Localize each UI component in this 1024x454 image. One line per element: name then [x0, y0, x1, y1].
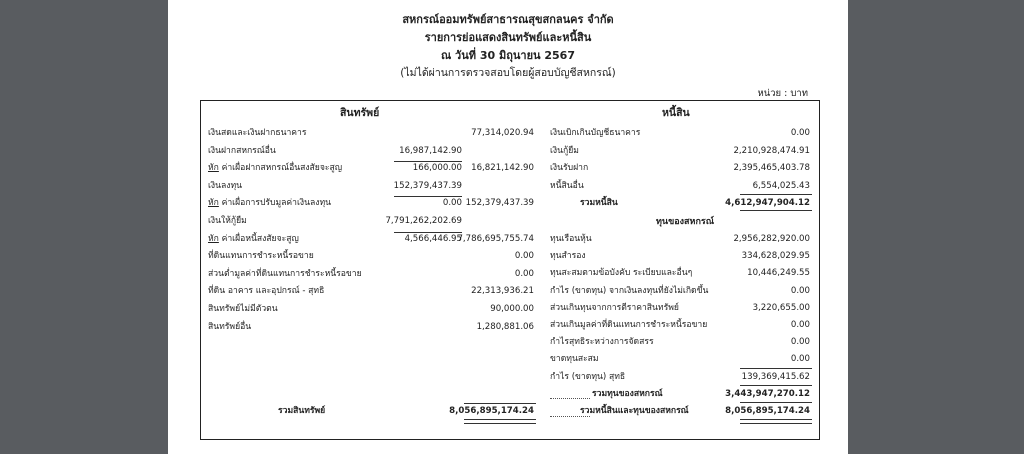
equity-row-label: ทุนสะสมตามข้อบังคับ ระเบียบและอื่นๆ	[550, 268, 693, 278]
asset-value: 90,000.00	[490, 304, 534, 314]
equity-row-value: 0.00	[790, 337, 810, 347]
viewer-background-left	[0, 0, 168, 454]
equity-row-label: ขาดทุนสะสม	[550, 354, 599, 364]
asset-row-label	[208, 216, 247, 227]
asset-row-label	[208, 269, 362, 280]
asset-label-text: เงินสดและเงินฝากธนาคาร	[208, 128, 307, 138]
deduct-prefix: หัก	[208, 234, 219, 244]
asset-value: 152,379,437.39	[465, 198, 534, 208]
unit-label: หน่วย : บาท	[757, 88, 808, 99]
equity-row-label: กำไร (ขาดทุน) สุทธิ	[550, 372, 626, 382]
liabilities-row-label: เงินเบิกเกินบัญชีธนาคาร	[550, 128, 641, 138]
equity-row-value: 0.00	[790, 320, 810, 330]
equity-row-label: ทุนเรือนหุ้น	[550, 234, 592, 244]
asset-row-label	[208, 198, 331, 209]
asset-value: 22,313,936.21	[471, 286, 534, 296]
grand-total-label: รวมหนี้สินและทุนของสหกรณ์	[580, 406, 689, 416]
equity-row-label: ส่วนเกินมูลค่าที่ดินแทนการชำระหนี้รอขาย	[550, 320, 708, 330]
assets-heading: สินทรัพย์	[340, 107, 380, 119]
asset-value: 0.00	[514, 251, 534, 261]
report-note: (ไม่ได้ผ่านการตรวจสอบโดยผู้สอบบัญชีสหกรณ์)	[400, 67, 616, 79]
asset-value: 0.00	[514, 269, 534, 279]
asset-row-label	[208, 251, 314, 262]
equity-total-label: รวมทุนของสหกรณ์	[592, 389, 663, 399]
report-title: รายการย่อแสดงสินทรัพย์และหนี้สิน	[424, 31, 592, 44]
asset-value: 1,280,881.06	[476, 322, 534, 332]
deduct-prefix: หัก	[208, 163, 219, 173]
asset-label-text: เงินลงทุน	[208, 181, 243, 191]
grand-total-topline	[740, 402, 812, 403]
asset-subvalue: 152,379,437.39	[393, 181, 462, 191]
liabilities-row-value: 6,554,025.43	[752, 181, 810, 191]
equity-row-value: 2,956,282,920.00	[733, 234, 810, 244]
liabilities-total-topline	[740, 194, 812, 195]
equity-row-value: 334,628,029.95	[741, 251, 810, 261]
equity-heading: ทุนของสหกรณ์	[656, 217, 715, 227]
asset-row-label	[208, 322, 251, 333]
viewer-background-right	[848, 0, 1024, 454]
asset-subvalue: 7,791,262,202.69	[385, 216, 462, 226]
equity-row-label: กำไร (ขาดทุน) จากเงินลงทุนที่ยังไม่เกิดขึ้น	[550, 286, 709, 296]
equity-row-value: 3,220,655.00	[752, 303, 810, 313]
asset-label-text: สินทรัพย์ไม่มีตัวตน	[208, 304, 278, 314]
asset-subvalue: 0.00	[442, 198, 462, 208]
liabilities-total-value: 4,612,947,904.12	[725, 198, 810, 208]
assets-total-label: รวมสินทรัพย์	[278, 406, 326, 416]
liabilities-row-label: เงินกู้ยืม	[550, 146, 579, 156]
equity-total-dots	[550, 398, 590, 399]
document-page	[168, 0, 848, 454]
equity-row-value: 10,446,249.55	[747, 268, 810, 278]
asset-value: 77,314,020.94	[471, 128, 534, 138]
assets-total-topline	[464, 403, 536, 404]
deduct-prefix: หัก	[208, 198, 219, 208]
subtotal-line	[394, 196, 462, 197]
asset-label-text: ที่ดิน อาคาร และอุปกรณ์ - สุทธิ	[208, 286, 325, 296]
equity-net-topline	[740, 368, 812, 369]
equity-total-topline	[740, 385, 812, 386]
asset-subvalue: 16,987,142.90	[399, 146, 462, 156]
asset-label-text: ค่าเผื่อฝากสหกรณ์อื่นสงสัยจะสูญ	[218, 163, 343, 173]
subtotal-line	[394, 161, 462, 162]
asset-value: 7,786,695,755.74	[457, 234, 534, 244]
asset-label-text: ค่าเผื่อการปรับมูลค่าเงินลงทุน	[218, 198, 332, 208]
liabilities-row-value: 0.00	[790, 128, 810, 138]
liabilities-total-label: รวมหนี้สิน	[580, 198, 618, 208]
assets-total-doubleline	[464, 419, 536, 424]
assets-total-value: 8,056,895,174.24	[449, 406, 534, 416]
asset-label-text: ส่วนต่ำมูลค่าที่ดินแทนการชำระหนี้รอขาย	[208, 269, 362, 279]
asset-row-label	[208, 163, 342, 174]
asset-label-text: เงินฝากสหกรณ์อื่น	[208, 146, 276, 156]
liabilities-row-label: หนี้สินอื่น	[550, 181, 584, 191]
asset-label-text: เงินให้กู้ยืม	[208, 216, 247, 226]
asset-row-label	[208, 286, 324, 297]
liabilities-row-value: 2,210,928,474.91	[733, 146, 810, 156]
asset-row-label	[208, 234, 299, 245]
asset-label-text: ค่าเผื่อหนี้สงสัยจะสูญ	[218, 234, 299, 244]
equity-row-label: กำไรสุทธิระหว่างการจัดสรร	[550, 337, 654, 347]
subtotal-line	[394, 232, 462, 233]
asset-row-label	[208, 181, 242, 192]
liabilities-total-underline	[740, 210, 812, 211]
asset-row-label	[208, 128, 306, 139]
asset-row-label	[208, 146, 276, 157]
asset-subvalue: 166,000.00	[412, 163, 462, 173]
equity-row-label: ทุนสำรอง	[550, 251, 586, 261]
asset-subvalue: 4,566,446.95	[404, 234, 462, 244]
grand-total-value: 8,056,895,174.24	[725, 406, 810, 416]
grand-total-doubleline	[740, 419, 812, 424]
asset-label-text: ที่ดินแทนการชำระหนี้รอขาย	[208, 251, 314, 261]
liabilities-row-label: เงินรับฝาก	[550, 163, 589, 173]
equity-row-value: 0.00	[790, 286, 810, 296]
liabilities-row-value: 2,395,465,403.78	[733, 163, 810, 173]
report-date: ณ วันที่ 30 มิถุนายน 2567	[441, 49, 575, 62]
asset-row-label	[208, 304, 278, 315]
equity-total-value: 3,443,947,270.12	[725, 389, 810, 399]
asset-label-text: สินทรัพย์อื่น	[208, 322, 252, 332]
liabilities-heading: หนี้สิน	[662, 107, 690, 119]
org-name: สหกรณ์ออมทรัพย์สาธารณสุขสกลนคร จำกัด	[402, 13, 614, 26]
equity-row-value: 139,369,415.62	[741, 372, 810, 382]
equity-row-value: 0.00	[790, 354, 810, 364]
equity-row-label: ส่วนเกินทุนจากการตีราคาสินทรัพย์	[550, 303, 679, 313]
asset-value: 16,821,142.90	[471, 163, 534, 173]
